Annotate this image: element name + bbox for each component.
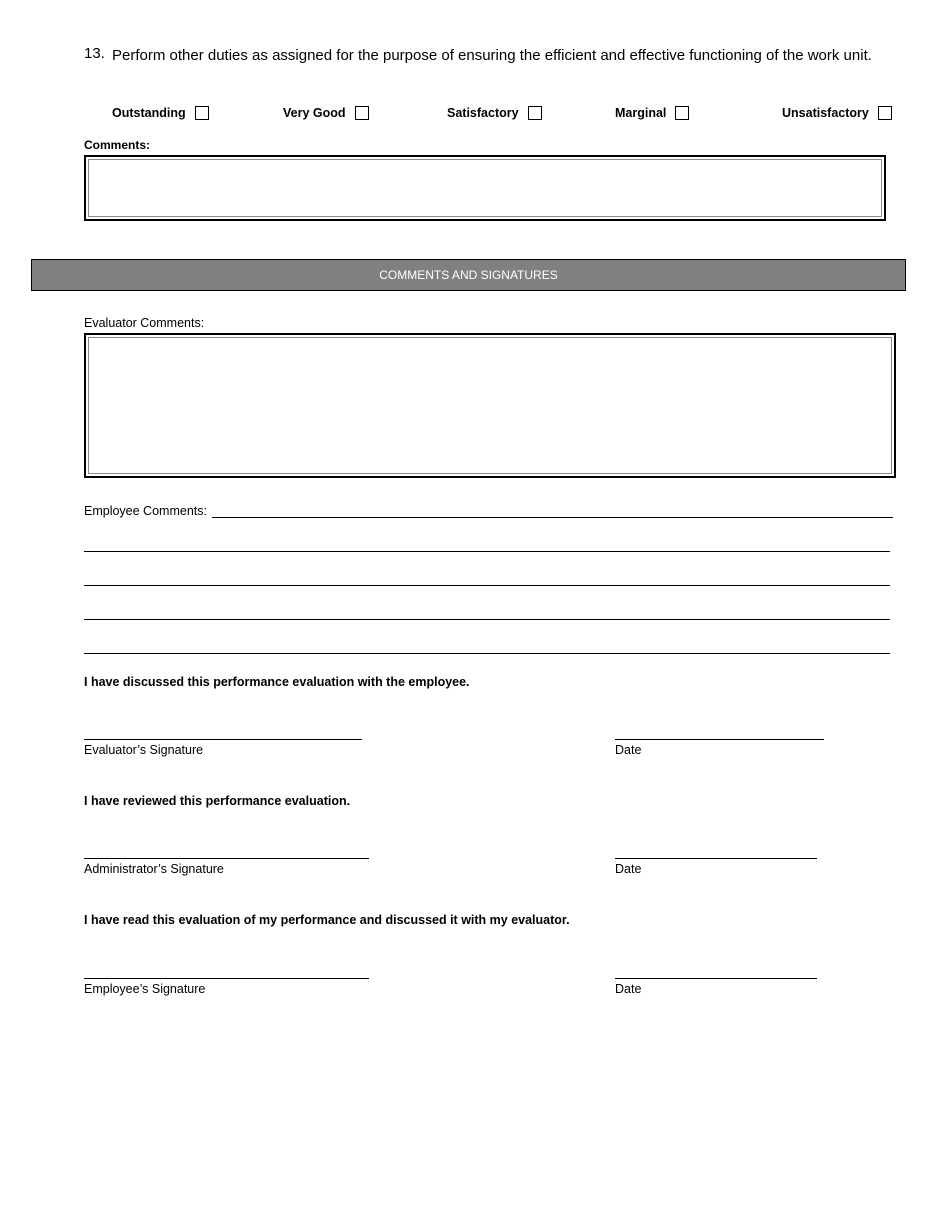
administrator-date-label: Date [615,862,642,876]
item-number: 13. [84,45,105,62]
evaluator-statement: I have discussed this performance evaluation with the employee. [84,675,470,689]
employee-comments-line[interactable] [84,551,890,552]
rating-label: Marginal [615,106,667,120]
administrator-signature-line[interactable] [84,858,369,859]
employee-comments-line[interactable] [84,585,890,586]
employee-comments-line[interactable] [212,517,893,518]
rating-label: Very Good [283,106,346,120]
administrator-statement: I have reviewed this performance evaluation. [84,794,351,808]
employee-date-label: Date [615,982,642,996]
rating-unsatisfactory[interactable] [782,104,892,122]
employee-signature-label: Employee’s Signature [84,982,206,996]
administrator-date-line[interactable] [615,858,817,859]
rating-outstanding[interactable] [112,104,209,122]
evaluator-signature-line[interactable] [84,739,362,740]
rating-label: Unsatisfactory [782,106,869,120]
rating-label: Satisfactory [447,106,519,120]
rating-checkbox[interactable] [878,106,892,120]
rating-checkbox[interactable] [195,106,209,120]
section-header [31,259,906,291]
rating-checkbox[interactable] [355,106,369,120]
rating-satisfactory[interactable] [447,104,542,122]
item-description: Perform other duties as assigned for the purpose of ensuring the efficient and effective functioning of the work unit. [112,47,872,64]
evaluator-comments-textbox[interactable] [84,333,896,478]
comments-textbox[interactable] [84,155,886,221]
evaluator-comments-label: Evaluator Comments: [84,316,205,330]
section-title: COMMENTS AND SIGNATURES [379,268,558,282]
employee-comments-label: Employee Comments: [84,504,207,518]
rating-very-good[interactable] [283,104,369,122]
rating-checkbox[interactable] [528,106,542,120]
employee-signature-line[interactable] [84,978,369,979]
employee-date-line[interactable] [615,978,817,979]
evaluator-signature-label: Evaluator’s Signature [84,743,204,757]
employee-statement: I have read this evaluation of my performance and discussed it with my evaluator. [84,913,570,927]
administrator-signature-label: Administrator’s Signature [84,862,224,876]
evaluator-date-line[interactable] [615,739,824,740]
employee-comments-line[interactable] [84,653,890,654]
rating-marginal[interactable] [615,104,689,122]
comments-label: Comments: [84,138,151,152]
employee-comments-line[interactable] [84,619,890,620]
rating-checkbox[interactable] [675,106,689,120]
evaluator-date-label: Date [615,743,642,757]
rating-label: Outstanding [112,106,186,120]
